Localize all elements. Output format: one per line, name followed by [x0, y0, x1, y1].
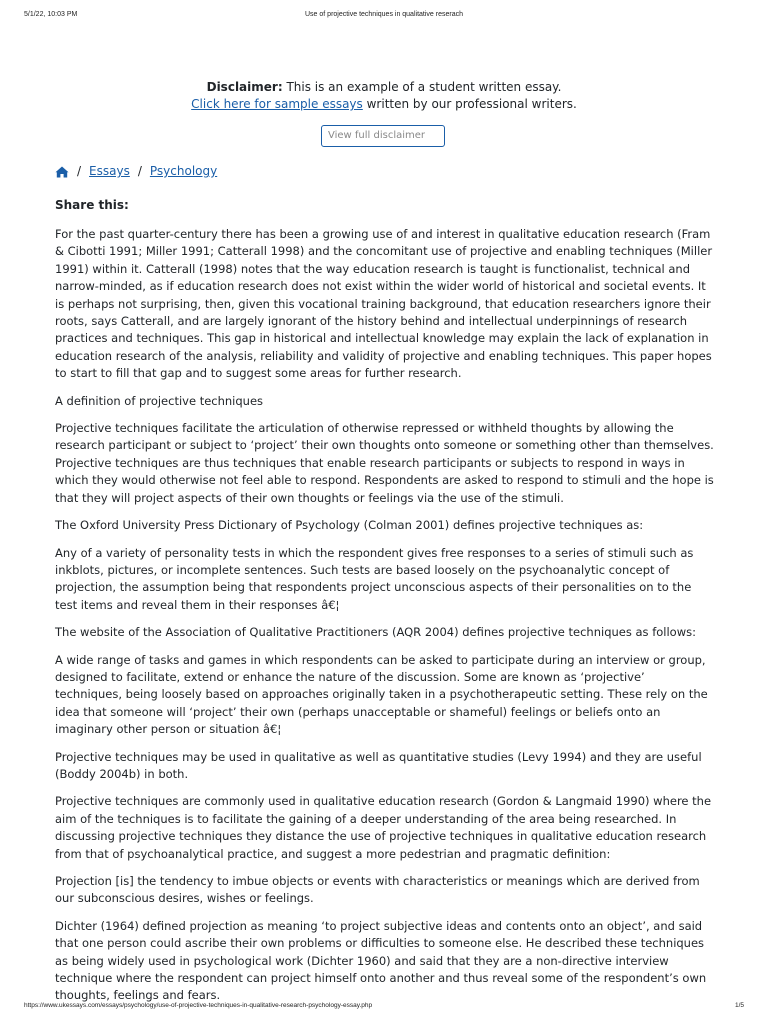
essay-body	[55, 226, 715, 1015]
print-url: https://www.ukessays.com/essays/psychology/use-of-projective-techniques-in-qualitative-research-psychology-essay.php	[24, 1002, 373, 1009]
print-page-title: Use of projective techniques in qualitative reserach	[305, 11, 463, 18]
section-heading: A definition of projective techniques	[55, 393, 264, 408]
share-label: Share this:	[55, 198, 129, 212]
essay-paragraph: The website of the Association of Qualitative Practitioners (AQR 2004) defines projective techniques as follows:	[55, 625, 696, 640]
essay-quote: Any of a variety of personality tests in which the respondent gives free responses to a series of stimuli such as inkblots, pictures, or incomplete sentences. Such tests are based loosely on the psychoanalytic concept of projection, the assumption being that respondents project unconscious aspects of their personalities on to the test items and reveal them in their responses â€¦	[55, 545, 694, 612]
essay-quote: Projection [is] the tendency to imbue objects or events with characteristics or meanings which are derived from our subconscious desires, wishes or feelings.	[55, 874, 700, 906]
essay-paragraph: For the past quarter-century there has been a growing use of and interest in qualitative education research (Fram & Cibotti 1991; Miller 1991; Catterall 1998) and the concomitant use of projective and enabling techniques (Miller 1991) within it. Catterall (1998) notes that the way education research is taught is functionalist, technical and narrow-minded, as if education research does not exist within the wider world of historical and societal events. It is perhaps not surprising, then, given this vocational training background, that education researchers ignore their roots, says Catterall, and are largely ignorant of the history behind and intellectual underpinnings of research practices and techniques. This gap in historical and intellectual knowledge may explain the lack of explanation in education research of the analysis, reliability and validity of projective and enabling techniques. This paper hopes to start to fill that gap and to suggest some areas for further research.	[55, 227, 713, 381]
sample-essays-link[interactable]: Click here for sample essays	[191, 97, 363, 111]
disclaimer-text: This is an example of a student written essay.	[282, 80, 562, 94]
print-date: 5/1/22, 10:03 PM	[24, 11, 78, 18]
view-full-disclaimer-button[interactable]: View full disclaimer	[321, 125, 445, 147]
essay-paragraph: Projective techniques may be used in qualitative as well as quantitative studies (Levy 1994) and they are useful (Boddy 2004b) in both.	[55, 749, 702, 781]
essay-paragraph: Projective techniques are commonly used in qualitative education research (Gordon & Langmaid 1990) where the aim of the techniques is to facilitate the gaining of a deeper understanding of the area being researched. In discussing projective techniques they distance the use of projective techniques in qualitative education research from that of psychoanalytical practice, and suggest a more pedestrian and pragmatic definition:	[55, 794, 712, 861]
essay-paragraph: The Oxford University Press Dictionary of Psychology (Colman 2001) defines projective techniques as:	[55, 518, 644, 533]
disclaimer-banner	[0, 79, 768, 113]
disclaimer-line	[0, 79, 768, 96]
print-footer	[0, 1002, 768, 1012]
essay-quote: A wide range of tasks and games in which respondents can be asked to participate during an interview or group, designed to facilitate, extend or enhance the nature of the discussion. Some are known as ‘projective’ techniques, being loosely based on approaches originally taken in a psychotherapeutic setting. These rely on the idea that someone will ‘project’ their own (perhaps unacceptable or shameful) feelings or beliefs onto an imaginary other person or situation â€¦	[55, 652, 708, 737]
breadcrumb	[55, 162, 217, 180]
sample-essays-suffix: written by our professional writers.	[362, 97, 577, 111]
breadcrumb-psychology[interactable]: Psychology	[149, 164, 218, 178]
breadcrumb-separator: /	[137, 164, 142, 178]
breadcrumb-separator: /	[77, 164, 82, 178]
print-page-number: 1/5	[734, 1002, 744, 1009]
home-icon[interactable]	[55, 165, 69, 177]
breadcrumb-essays[interactable]: Essays	[89, 164, 130, 178]
print-header	[0, 11, 768, 21]
sample-essays-line	[0, 96, 768, 113]
disclaimer-label: Disclaimer:	[206, 80, 283, 94]
essay-paragraph: Projective techniques facilitate the articulation of otherwise repressed or withheld thoughts by allowing the research participant or subject to ‘project’ their own thoughts onto someone or something other than themselves. Projective techniques are thus techniques that enable research participants or subjects to respond in ways in which they would otherwise not feel able to respond. Respondents are asked to respond to stimuli and the hope is that they will project aspects of their own thoughts or feelings via the use of the stimuli.	[55, 421, 714, 505]
essay-paragraph: Dichter (1964) defined projection as meaning ‘to project subjective ideas and contents onto an object’, and said that one person could ascribe their own problems or difficulties to someone else. He described these techniques as being widely used in psychological work (Dichter 1960) and said that they are a non-directive interview technique where the respondent can project himself onto another and thus reveal some of the respondent’s own thoughts, feelings and fears.	[55, 918, 707, 1003]
